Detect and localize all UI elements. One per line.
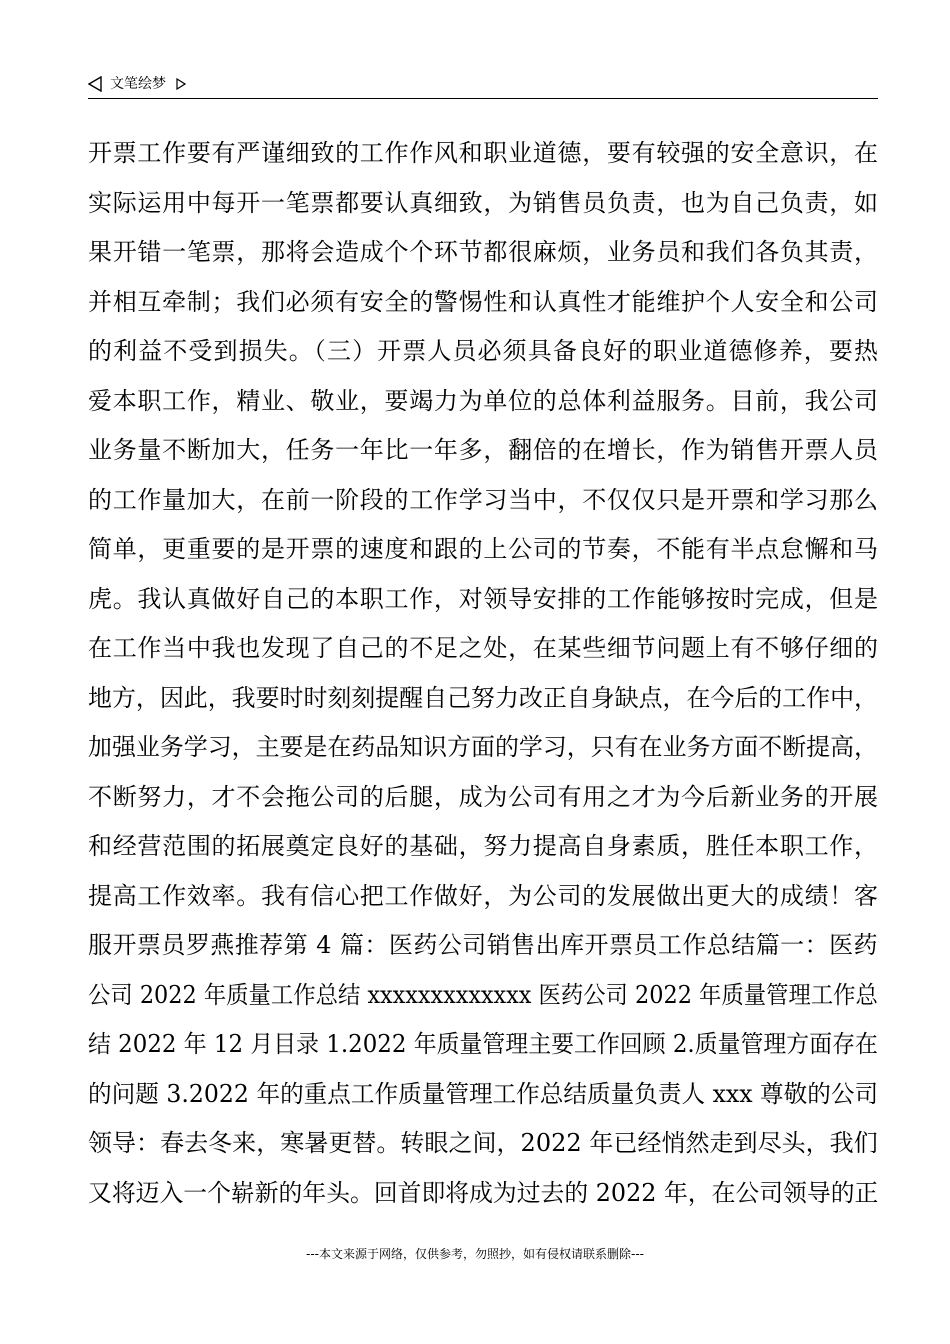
- text-line: 实际运用中每开一笔票都要认真细致，为销售员负责，也为自己负责，如: [88, 188, 879, 217]
- text-line: 又将迈入一个崭新的年头。回首即将成为过去的 2022 年，在公司领导的正: [88, 1178, 879, 1207]
- text-line: 并相互牵制；我们必须有安全的警惕性和认真性才能维护个人安全和公司: [88, 287, 879, 316]
- text-line: 爱本职工作，精业、敬业，要竭力为单位的总体利益服务。目前，我公司: [88, 386, 879, 415]
- page-footer: ---本文来源于网络，仅供参考，勿照抄，如有侵权请联系删除---: [306, 1247, 644, 1261]
- text-line: 领导：春去冬来，寒暑更替。转眼之间，2022 年已经悄然走到尽头，我们: [88, 1129, 878, 1157]
- text-line: 在工作当中我也发现了自己的不足之处，在某些细节问题上有不够仔细的: [88, 634, 879, 662]
- text-line: 公司 2022 年质量工作总结 xxxxxxxxxxxxx 医药公司 2022 年质量管理工作总: [88, 980, 878, 1009]
- text-line: 虎。我认真做好自己的本职工作，对领导安排的工作能够按时完成，但是: [88, 584, 879, 613]
- page-header: [88, 72, 878, 99]
- document-body: [88, 129, 878, 1218]
- header-title: 文笔绘梦: [110, 76, 166, 92]
- text-line: 的工作量加大，在前一阶段的工作学习当中，不仅仅只是开票和学习那么: [88, 485, 879, 514]
- text-line: 开票工作要有严谨细致的工作作风和职业道德，要有较强的安全意识，在: [88, 139, 879, 167]
- text-line: 服开票员罗燕推荐第 4 篇：医药公司销售出库开票员工作总结篇一：医药: [88, 931, 878, 959]
- text-line: 地方，因此，我要时时刻刻提醒自己努力改正自身缺点，在今后的工作中，: [88, 683, 878, 712]
- triangle-right-outline-icon: [176, 75, 186, 87]
- text-line: 提高工作效率。我有信心把工作做好，为公司的发展做出更大的成绩！客: [88, 881, 879, 910]
- text-line: 简单，更重要的是开票的速度和跟的上公司的节奏，不能有半点怠懈和马: [88, 535, 879, 563]
- triangle-left-outline-icon: [88, 76, 102, 92]
- text-line: 和经营范围的拓展奠定良好的基础，努力提高自身素质，胜任本职工作，: [88, 832, 879, 860]
- text-line: 不断努力，才不会拖公司的后腿，成为公司有用之才为今后新业务的开展: [88, 782, 879, 811]
- text-line: 果开错一笔票，那将会造成个个环节都很麻烦，业务员和我们各负其责，: [88, 238, 879, 266]
- text-line: 的利益不受到损失。（三）开票人员必须具备良好的职业道德修养，要热: [88, 337, 880, 365]
- text-line: 结 2022 年 12 月目录 1.2022 年质量管理主要工作回顾 2.质量管理方面存在: [88, 1030, 878, 1058]
- text-line: 业务量不断加大，任务一年比一年多，翻倍的在增长，作为销售开票人员: [88, 436, 879, 464]
- text-line: 的问题 3.2022 年的重点工作质量管理工作总结质量负责人 xxx 尊敬的公司: [88, 1079, 879, 1108]
- text-line: 加强业务学习，主要是在药品知识方面的学习，只有在业务方面不断提高，: [88, 733, 878, 761]
